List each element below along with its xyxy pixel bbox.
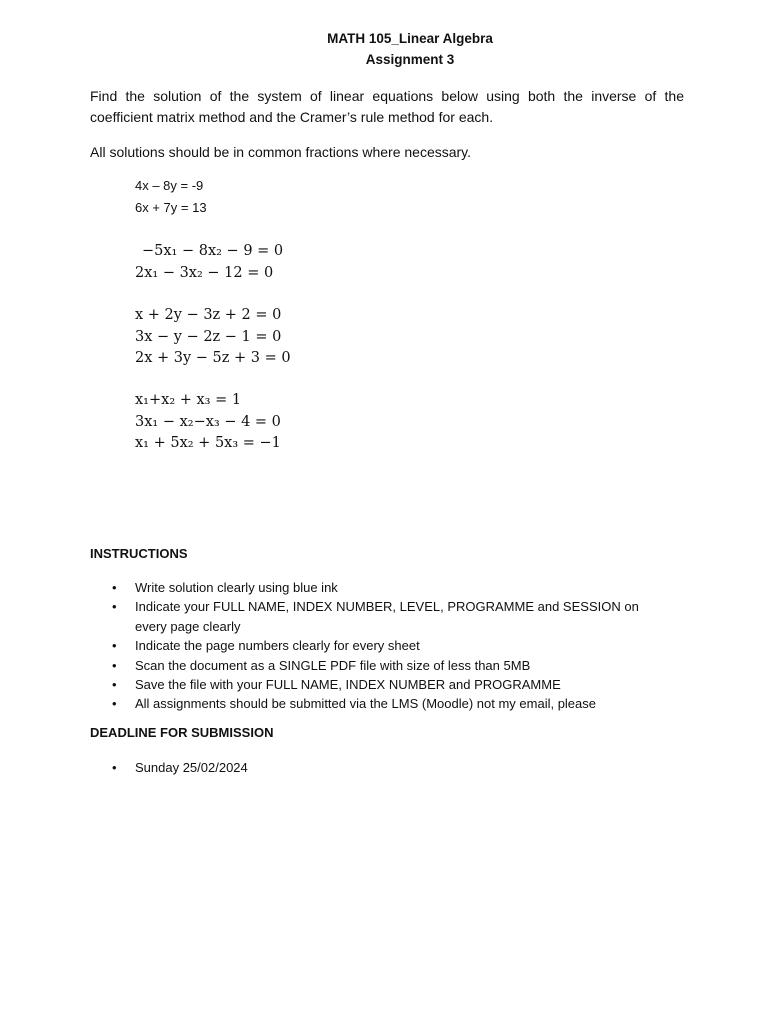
equation-line: x₁ + 5x₂ + 5x₃ = −1 — [135, 435, 281, 451]
assignment-title: Assignment 3 — [365, 52, 455, 67]
equation-line: −5x₁ − 8x₂ − 9 = 0 — [142, 243, 284, 259]
list-item-text: Scan the document as a SINGLE PDF file with size of less than 5MB — [135, 657, 531, 673]
list-item — [111, 694, 671, 713]
list-item-text: All assignments should be submitted via the LMS (Moodle) not my email, please — [135, 696, 596, 712]
bullet-icon: • — [112, 677, 117, 693]
deadline-heading: DEADLINE FOR SUBMISSION — [90, 725, 274, 740]
list-item-text: Write solution clearly using blue ink — [135, 580, 338, 595]
list-item — [111, 578, 671, 597]
equation-line: x₁+x₂ + x₃ = 1 — [135, 392, 242, 408]
instruction-paragraph: Find the solution of the system of linear equations below using both the inverse of the coefficient matrix method and the Cramer’s rule method for each. — [90, 88, 684, 125]
equation-line: 2x + 3y − 5z + 3 = 0 — [135, 350, 291, 366]
list-item — [111, 656, 671, 675]
fraction-note: All solutions should be in common fractions where necessary. — [90, 144, 472, 160]
bullet-icon: • — [112, 657, 117, 673]
equation-line: 4x – 8y = -9 — [135, 178, 204, 193]
equation-system-2 — [135, 241, 283, 284]
bullet-icon: • — [112, 696, 117, 712]
list-item — [111, 758, 671, 777]
equation-line: x + 2y − 3z + 2 = 0 — [135, 307, 282, 323]
list-item — [111, 597, 671, 636]
equation-system-1 — [135, 175, 207, 219]
list-item-text: Indicate the page numbers clearly for every sheet — [135, 638, 420, 654]
list-item-text: Indicate your FULL NAME, INDEX NUMBER, LEVEL, PROGRAMME and SESSION on every page clearly — [135, 599, 639, 634]
equation-system-3 — [135, 305, 291, 370]
list-item — [111, 636, 671, 655]
equation-line: 3x₁ − x₂−x₃ − 4 = 0 — [135, 413, 281, 430]
course-title: MATH 105_Linear Algebra — [327, 31, 493, 46]
instructions-heading: INSTRUCTIONS — [90, 546, 188, 561]
bullet-icon: • — [112, 638, 117, 654]
list-item — [111, 675, 671, 694]
bullet-icon: • — [112, 599, 117, 615]
equation-line: 2x₁ − 3x₂ − 12 = 0 — [135, 264, 274, 281]
instructions-list — [111, 578, 671, 714]
deadline-list — [111, 758, 671, 777]
equation-system-4 — [135, 390, 281, 455]
bullet-icon: • — [112, 580, 117, 595]
list-item-text: Save the file with your FULL NAME, INDEX NUMBER and PROGRAMME — [135, 677, 561, 693]
equation-line: 6x + 7y = 13 — [135, 200, 207, 215]
bullet-icon: • — [112, 760, 117, 775]
equation-line: 3x − y − 2z − 1 = 0 — [135, 328, 282, 345]
deadline-date: Sunday 25/02/2024 — [135, 760, 248, 775]
